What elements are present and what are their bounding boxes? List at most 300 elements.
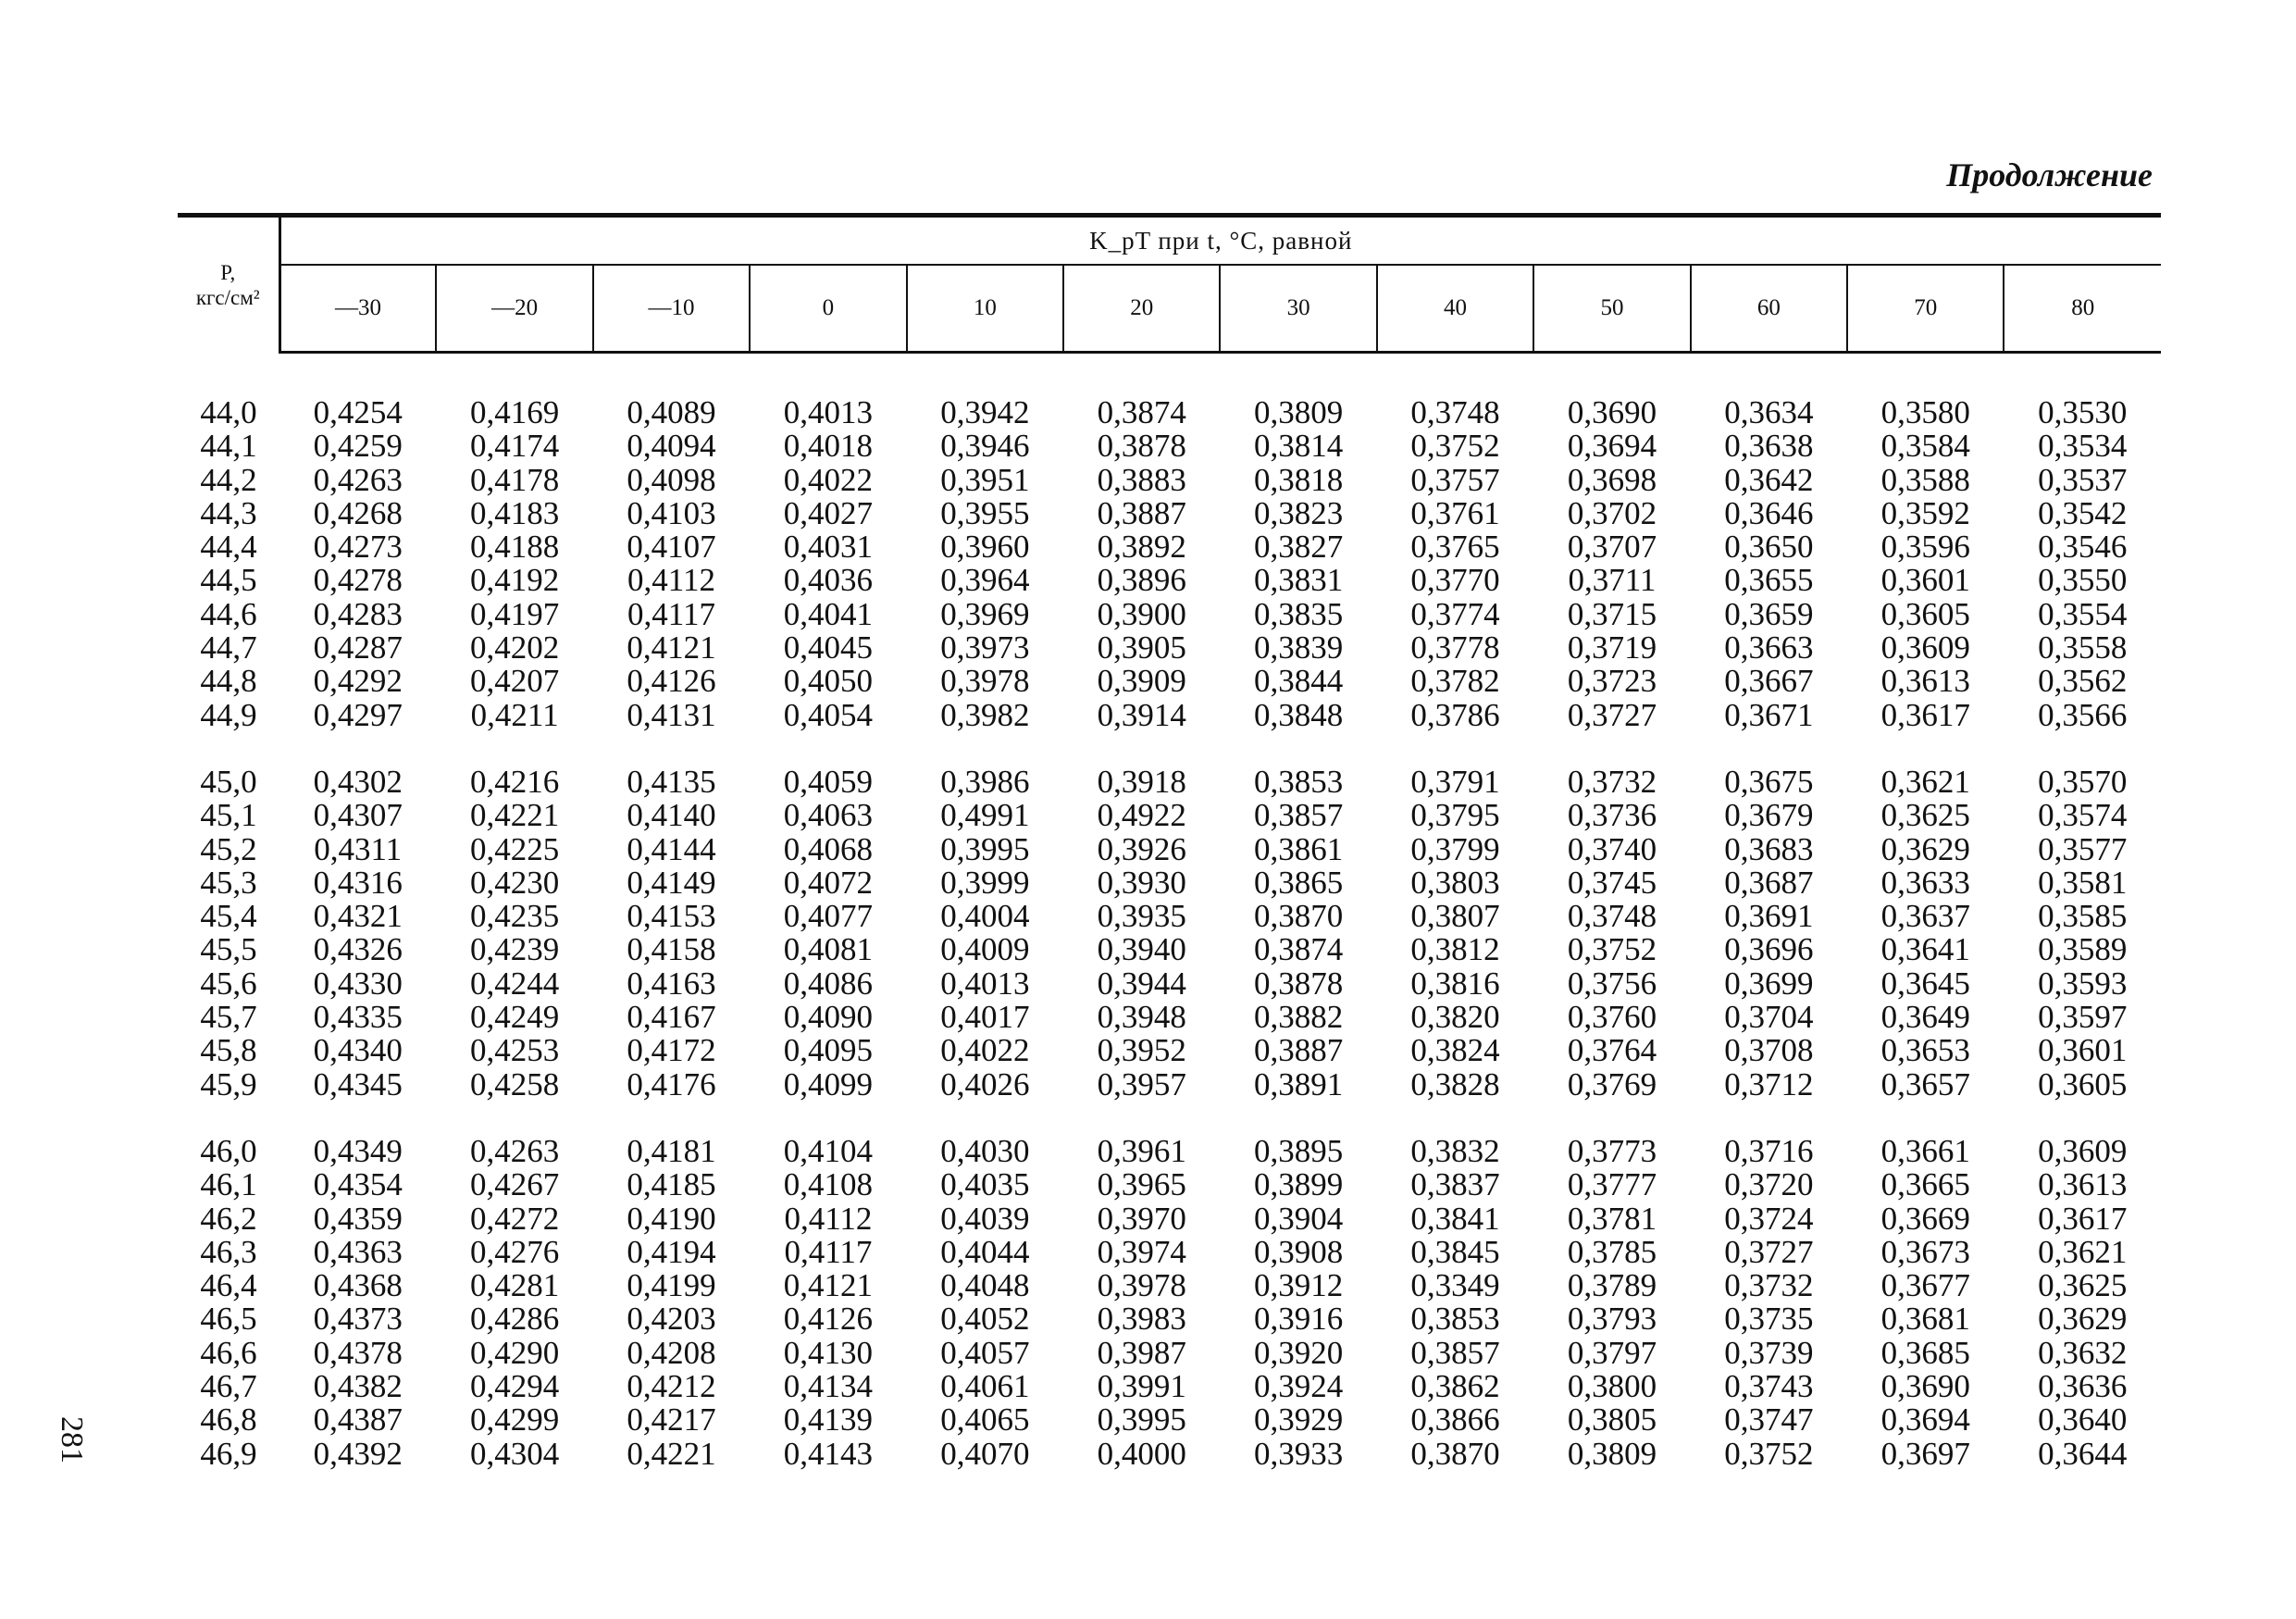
kpt-value-cell: 0,3769: [1567, 1065, 1657, 1102]
table-row: [178, 766, 2161, 799]
kpt-value-cell: 0,4922: [1097, 797, 1186, 834]
kpt-value-cell: 0,4144: [627, 830, 716, 867]
group-gap: [178, 732, 2161, 766]
kpt-value-cell: 0,4169: [469, 394, 560, 430]
kpt-value-cell: 0,3617: [2038, 1200, 2128, 1237]
kpt-value-cell: 0,4267: [469, 1166, 560, 1203]
pressure-cell: 45,1: [200, 797, 257, 834]
kpt-value-cell: 0,3724: [1724, 1200, 1814, 1237]
kpt-value-cell: 0,4107: [627, 529, 716, 566]
kpt-value-cell: 0,3596: [1880, 529, 1970, 566]
kpt-value-cell: 0,4321: [313, 898, 403, 935]
kpt-value-cell: 0,3601: [1880, 562, 1970, 599]
temp-header-cell: —20: [436, 265, 592, 353]
kpt-value-cell: 0,4063: [783, 797, 874, 834]
kpt-value-cell: 0,3920: [1254, 1334, 1344, 1371]
kpt-table: [178, 213, 2161, 1471]
kpt-value-cell: 0,4354: [313, 1166, 403, 1203]
table-row: [178, 564, 2161, 597]
kpt-value-cell: 0,3679: [1724, 797, 1814, 834]
table-row: [178, 1001, 2161, 1034]
kpt-value-cell: 0,3905: [1097, 629, 1186, 666]
table-row: [178, 1135, 2161, 1168]
kpt-value-cell: 0,4202: [469, 629, 560, 666]
kpt-value-cell: 0,3747: [1724, 1401, 1814, 1438]
kpt-value-cell: 0,4387: [313, 1401, 403, 1438]
kpt-value-cell: 0,3743: [1724, 1368, 1814, 1405]
kpt-value-cell: 0,3609: [2038, 1132, 2128, 1169]
table-row: [178, 396, 2161, 430]
kpt-value-cell: 0,4292: [313, 663, 403, 700]
kpt-value-cell: 0,3799: [1410, 830, 1500, 867]
pressure-cell: 44,3: [200, 494, 257, 531]
kpt-value-cell: 0,4373: [313, 1301, 403, 1338]
kpt-value-cell: 0,3916: [1254, 1301, 1344, 1338]
kpt-value-cell: 0,3530: [2038, 394, 2128, 430]
kpt-value-cell: 0,4098: [627, 461, 716, 498]
kpt-value-cell: 0,3748: [1567, 898, 1657, 935]
kpt-value-cell: 0,3581: [2038, 864, 2128, 901]
kpt-value-cell: 0,3882: [1254, 999, 1344, 1036]
table-row: [178, 699, 2161, 732]
temperature-header-row: [178, 265, 2161, 353]
kpt-value-cell: 0,4112: [627, 562, 715, 599]
pressure-cell: 46,4: [200, 1267, 257, 1304]
kpt-value-cell: 0,3918: [1097, 763, 1186, 800]
kpt-value-cell: 0,3930: [1097, 864, 1186, 901]
kpt-value-cell: 0,3770: [1410, 562, 1500, 599]
kpt-value-cell: 0,4197: [469, 595, 560, 632]
table-row: [178, 631, 2161, 665]
kpt-value-cell: 0,3832: [1410, 1132, 1500, 1169]
pressure-cell: 45,0: [200, 763, 257, 800]
pressure-cell: 46,1: [200, 1166, 257, 1203]
kpt-value-cell: 0,3605: [2038, 1065, 2128, 1102]
kpt-value-cell: 0,3809: [1567, 1435, 1657, 1472]
kpt-value-cell: 0,4335: [313, 999, 403, 1036]
pressure-cell: 44,5: [200, 562, 257, 599]
kpt-value-cell: 0,4018: [783, 428, 874, 465]
kpt-value-cell: 0,4239: [469, 931, 560, 968]
kpt-value-cell: 0,4207: [469, 663, 560, 700]
kpt-value-cell: 0,4131: [627, 696, 716, 733]
kpt-value-cell: 0,3895: [1254, 1132, 1344, 1169]
kpt-value-cell: 0,4041: [783, 595, 874, 632]
kpt-value-cell: 0,4307: [313, 797, 403, 834]
kpt-value-cell: 0,3554: [2038, 595, 2128, 632]
kpt-value-cell: 0,4283: [313, 595, 403, 632]
kpt-value-cell: 0,3644: [2038, 1435, 2128, 1472]
table-row: [178, 530, 2161, 564]
kpt-value-cell: 0,4022: [783, 461, 874, 498]
temp-header-cell: 10: [907, 265, 1063, 353]
kpt-value-cell: 0,3613: [2038, 1166, 2128, 1203]
kpt-value-cell: 0,4221: [469, 797, 560, 834]
kpt-value-cell: 0,3625: [1880, 797, 1970, 834]
kpt-value-cell: 0,3965: [1097, 1166, 1186, 1203]
kpt-value-cell: 0,3698: [1567, 461, 1657, 498]
kpt-value-cell: 0,4272: [469, 1200, 560, 1237]
pressure-cell: 44,7: [200, 629, 257, 666]
kpt-value-cell: 0,4004: [940, 898, 1030, 935]
kpt-value-cell: 0,4203: [627, 1301, 716, 1338]
pressure-cell: 45,6: [200, 965, 257, 1002]
kpt-value-cell: 0,3896: [1097, 562, 1186, 599]
pressure-cell: 46,9: [200, 1435, 257, 1472]
pressure-cell: 46,5: [200, 1301, 257, 1338]
kpt-value-cell: 0,3782: [1410, 663, 1500, 700]
kpt-value-cell: 0,3745: [1567, 864, 1657, 901]
kpt-value-cell: 0,4121: [627, 629, 716, 666]
kpt-value-cell: 0,3732: [1724, 1267, 1814, 1304]
kpt-value-cell: 0,3588: [1880, 461, 1970, 498]
kpt-value-cell: 0,3605: [1880, 595, 1970, 632]
kpt-value-cell: 0,3712: [1724, 1065, 1814, 1102]
kpt-value-cell: 0,4304: [469, 1435, 560, 1472]
kpt-value-cell: 0,3669: [1880, 1200, 1970, 1237]
kpt-value-cell: 0,4188: [469, 529, 560, 566]
kpt-value-cell: 0,3926: [1097, 830, 1186, 867]
pressure-unit: кгс/см²: [195, 285, 260, 309]
kpt-value-cell: 0,3857: [1254, 797, 1344, 834]
kpt-value-cell: 0,3837: [1410, 1166, 1500, 1203]
kpt-value-cell: 0,3781: [1567, 1200, 1657, 1237]
kpt-value-cell: 0,4268: [313, 494, 403, 531]
kpt-value-cell: 0,3566: [2038, 696, 2128, 733]
pressure-cell: 44,1: [200, 428, 257, 465]
kpt-value-cell: 0,3999: [940, 864, 1030, 901]
kpt-value-cell: 0,3970: [1097, 1200, 1186, 1237]
kpt-value-cell: 0,3649: [1880, 999, 1970, 1036]
table-row: [178, 464, 2161, 497]
kpt-value-cell: 0,4278: [313, 562, 403, 599]
kpt-value-cell: 0,3534: [2038, 428, 2128, 465]
kpt-value-cell: 0,3952: [1097, 1032, 1186, 1069]
kpt-value-cell: 0,3732: [1567, 763, 1657, 800]
kpt-value-cell: 0,3785: [1567, 1233, 1657, 1270]
kpt-value-cell: 0,4359: [313, 1200, 403, 1237]
kpt-value-cell: 0,3827: [1254, 529, 1344, 566]
kpt-value-cell: 0,3727: [1724, 1233, 1814, 1270]
temp-header-cell: —10: [593, 265, 750, 353]
table-row: [178, 1068, 2161, 1102]
kpt-value-cell: 0,3951: [940, 461, 1030, 498]
kpt-value-cell: 0,4017: [940, 999, 1030, 1036]
kpt-value-cell: 0,4194: [627, 1233, 716, 1270]
kpt-value-cell: 0,3797: [1567, 1334, 1657, 1371]
kpt-value-cell: 0,4183: [469, 494, 560, 531]
kpt-value-cell: 0,3940: [1097, 931, 1186, 968]
kpt-value-cell: 0,3699: [1724, 965, 1814, 1002]
kpt-value-cell: 0,3691: [1724, 898, 1814, 935]
kpt-value-cell: 0,3820: [1410, 999, 1500, 1036]
kpt-value-cell: 0,4126: [783, 1301, 874, 1338]
kpt-value-cell: 0,3542: [2038, 494, 2128, 531]
kpt-value-cell: 0,3935: [1097, 898, 1186, 935]
kpt-value-cell: 0,3671: [1724, 696, 1814, 733]
kpt-value-cell: 0,4368: [313, 1267, 403, 1304]
kpt-value-cell: 0,3597: [2038, 999, 2128, 1036]
kpt-value-cell: 0,4211: [470, 696, 559, 733]
kpt-value-cell: 0,4174: [469, 428, 560, 465]
pressure-cell: 44,8: [200, 663, 257, 700]
kpt-value-cell: 0,4022: [940, 1032, 1030, 1069]
kpt-value-cell: 0,4216: [469, 763, 560, 800]
table-row: [178, 933, 2161, 966]
kpt-value-cell: 0,4089: [627, 394, 716, 430]
kpt-value-cell: 0,3761: [1410, 494, 1500, 531]
kpt-value-cell: 0,3577: [2038, 830, 2128, 867]
kpt-value-cell: 0,3589: [2038, 931, 2128, 968]
kpt-value-cell: 0,3720: [1724, 1166, 1814, 1203]
kpt-value-cell: 0,3621: [2038, 1233, 2128, 1270]
kpt-value-cell: 0,4134: [783, 1368, 874, 1405]
pressure-cell: 46,8: [200, 1401, 257, 1438]
pressure-cell: 45,9: [200, 1065, 257, 1102]
kpt-value-cell: 0,4031: [783, 529, 874, 566]
kpt-value-cell: 0,3349: [1410, 1267, 1500, 1304]
kpt-value-cell: 0,3793: [1567, 1301, 1657, 1338]
kpt-value-cell: 0,3736: [1567, 797, 1657, 834]
pressure-cell: 45,3: [200, 864, 257, 901]
kpt-value-cell: 0,4104: [783, 1132, 874, 1169]
table-row: [178, 833, 2161, 866]
kpt-value-cell: 0,3942: [940, 394, 1030, 430]
table-row: [178, 866, 2161, 900]
kpt-value-cell: 0,4221: [627, 1435, 716, 1472]
kpt-value-cell: 0,4363: [313, 1233, 403, 1270]
kpt-value-cell: 0,3629: [2038, 1301, 2128, 1338]
pressure-cell: 45,4: [200, 898, 257, 935]
kpt-value-cell: 0,3694: [1567, 428, 1657, 465]
kpt-value-cell: 0,3866: [1410, 1401, 1500, 1438]
kpt-value-cell: 0,3584: [1880, 428, 1970, 465]
kpt-value-cell: 0,3752: [1410, 428, 1500, 465]
kpt-value-cell: 0,4326: [313, 931, 403, 968]
kpt-value-cell: 0,3844: [1254, 663, 1344, 700]
kpt-value-cell: 0,4140: [627, 797, 716, 834]
temp-header-cell: 80: [2004, 265, 2161, 353]
table-row: [178, 900, 2161, 933]
kpt-value-cell: 0,3861: [1254, 830, 1344, 867]
kpt-value-cell: 0,3978: [940, 663, 1030, 700]
kpt-value-cell: 0,3580: [1880, 394, 1970, 430]
kpt-value-cell: 0,3645: [1880, 965, 1970, 1002]
kpt-value-cell: 0,3629: [1880, 830, 1970, 867]
kpt-value-cell: 0,4121: [783, 1267, 874, 1304]
kpt-value-cell: 0,4167: [627, 999, 716, 1036]
kpt-value-cell: 0,3870: [1410, 1435, 1500, 1472]
kpt-value-cell: 0,3675: [1724, 763, 1814, 800]
kpt-value-cell: 0,4013: [783, 394, 874, 430]
kpt-value-cell: 0,3574: [2038, 797, 2128, 834]
kpt-value-cell: 0,4057: [940, 1334, 1030, 1371]
kpt-value-cell: 0,3756: [1567, 965, 1657, 1002]
kpt-value-cell: 0,4054: [783, 696, 874, 733]
kpt-value-cell: 0,4112: [784, 1200, 873, 1237]
temp-header-cell: 60: [1691, 265, 1847, 353]
kpt-value-cell: 0,3752: [1724, 1435, 1814, 1472]
kpt-value-cell: 0,3716: [1724, 1132, 1814, 1169]
pressure-cell: 45,8: [200, 1032, 257, 1069]
kpt-value-cell: 0,3760: [1567, 999, 1657, 1036]
kpt-value-cell: 0,4143: [783, 1435, 874, 1472]
kpt-value-cell: 0,4086: [783, 965, 874, 1002]
kpt-value-cell: 0,4036: [783, 562, 874, 599]
kpt-value-cell: 0,3765: [1410, 529, 1500, 566]
kpt-value-cell: 0,3638: [1724, 428, 1814, 465]
kpt-value-cell: 0,3948: [1097, 999, 1186, 1036]
kpt-value-cell: 0,3708: [1724, 1032, 1814, 1069]
kpt-value-cell: 0,4178: [469, 461, 560, 498]
kpt-value-cell: 0,4185: [627, 1166, 716, 1203]
table-row: [178, 598, 2161, 631]
kpt-value-cell: 0,4290: [469, 1334, 560, 1371]
kpt-value-cell: 0,3723: [1567, 663, 1657, 700]
kpt-value-cell: 0,4316: [313, 864, 403, 901]
kpt-value-cell: 0,4117: [784, 1233, 873, 1270]
kpt-value-cell: 0,3715: [1567, 595, 1657, 632]
kpt-value-cell: 0,4030: [940, 1132, 1030, 1169]
kpt-value-cell: 0,3601: [2038, 1032, 2128, 1069]
kpt-value-cell: 0,4330: [313, 965, 403, 1002]
kpt-value-cell: 0,4297: [313, 696, 403, 733]
kpt-value-cell: 0,3636: [2038, 1368, 2128, 1405]
kpt-value-cell: 0,3912: [1254, 1267, 1344, 1304]
kpt-value-cell: 0,3933: [1254, 1435, 1344, 1472]
table-row: [178, 1438, 2161, 1471]
temp-header-cell: 0: [750, 265, 906, 353]
table-row: [178, 1403, 2161, 1437]
kpt-value-cell: 0,4061: [940, 1368, 1030, 1405]
kpt-value-cell: 0,4299: [469, 1401, 560, 1438]
kpt-value-cell: 0,4035: [940, 1166, 1030, 1203]
kpt-value-cell: 0,4217: [627, 1401, 716, 1438]
kpt-value-cell: 0,3887: [1097, 494, 1186, 531]
kpt-value-cell: 0,3828: [1410, 1065, 1500, 1102]
gap-cell: [178, 732, 2161, 766]
kpt-value-cell: 0,4254: [313, 394, 403, 430]
table-row: [178, 1202, 2161, 1236]
kpt-value-cell: 0,4009: [940, 931, 1030, 968]
temp-header-cell: 70: [1847, 265, 2004, 353]
kpt-value-cell: 0,4382: [313, 1368, 403, 1405]
kpt-value-cell: 0,3900: [1097, 595, 1186, 632]
kpt-value-cell: 0,4235: [469, 898, 560, 935]
kpt-value-cell: 0,3818: [1254, 461, 1344, 498]
kpt-value-cell: 0,3657: [1880, 1065, 1970, 1102]
table-row: [178, 799, 2161, 832]
kpt-value-cell: 0,4068: [783, 830, 874, 867]
kpt-value-cell: 0,3592: [1880, 494, 1970, 531]
table-row: [178, 967, 2161, 1001]
kpt-value-cell: 0,3707: [1567, 529, 1657, 566]
kpt-value-cell: 0,3683: [1724, 830, 1814, 867]
kpt-value-cell: 0,3550: [2038, 562, 2128, 599]
kpt-value-cell: 0,3874: [1097, 394, 1186, 430]
kpt-value-cell: 0,4052: [940, 1301, 1030, 1338]
kpt-value-cell: 0,3991: [1097, 1368, 1186, 1405]
kpt-value-cell: 0,4172: [627, 1032, 716, 1069]
pressure-cell: 46,2: [200, 1200, 257, 1237]
kpt-value-cell: 0,3690: [1880, 1368, 1970, 1405]
kpt-value-cell: 0,3839: [1254, 629, 1344, 666]
kpt-value-cell: 0,3640: [2038, 1401, 2128, 1438]
kpt-value-cell: 0,3570: [2038, 763, 2128, 800]
kpt-value-cell: 0,3752: [1567, 931, 1657, 968]
pressure-cell: 46,3: [200, 1233, 257, 1270]
kpt-value-cell: 0,4199: [627, 1267, 716, 1304]
table-body: [178, 353, 2161, 1471]
kpt-value-cell: 0,3621: [1880, 763, 1970, 800]
kpt-value-cell: 0,3774: [1410, 595, 1500, 632]
spacer-cell: [178, 353, 2161, 397]
kpt-value-cell: 0,3786: [1410, 696, 1500, 733]
table-row: [178, 1034, 2161, 1067]
kpt-value-cell: 0,3957: [1097, 1065, 1186, 1102]
kpt-value-cell: 0,3593: [2038, 965, 2128, 1002]
kpt-value-cell: 0,4286: [469, 1301, 560, 1338]
kpt-value-cell: 0,3961: [1097, 1132, 1186, 1169]
kpt-value-cell: 0,3625: [2038, 1267, 2128, 1304]
kpt-value-cell: 0,4163: [627, 965, 716, 1002]
kpt-value-cell: 0,3789: [1567, 1267, 1657, 1304]
table-row: [178, 1302, 2161, 1336]
temp-header-cell: 50: [1533, 265, 1690, 353]
kpt-value-cell: 0,4249: [469, 999, 560, 1036]
kpt-value-cell: 0,4991: [940, 797, 1030, 834]
table-row: [178, 1337, 2161, 1370]
kpt-value-cell: 0,3987: [1097, 1334, 1186, 1371]
kpt-value-cell: 0,3814: [1254, 428, 1344, 465]
gap-cell: [178, 1102, 2161, 1135]
kpt-value-cell: 0,3870: [1254, 898, 1344, 935]
table-row: [178, 1168, 2161, 1202]
kpt-value-cell: 0,4273: [313, 529, 403, 566]
kpt-value-cell: 0,3878: [1097, 428, 1186, 465]
kpt-value-cell: 0,4281: [469, 1267, 560, 1304]
kpt-value-cell: 0,4094: [627, 428, 716, 465]
table-row: [178, 1370, 2161, 1403]
kpt-value-cell: 0,3663: [1724, 629, 1814, 666]
kpt-value-cell: 0,3874: [1254, 931, 1344, 968]
kpt-value-cell: 0,3853: [1254, 763, 1344, 800]
kpt-value-cell: 0,3613: [1880, 663, 1970, 700]
kpt-value-cell: 0,3546: [2038, 529, 2128, 566]
kpt-value-cell: 0,3617: [1880, 696, 1970, 733]
kpt-value-cell: 0,3944: [1097, 965, 1186, 1002]
kpt-value-cell: 0,4192: [469, 562, 560, 599]
kpt-value-cell: 0,3661: [1880, 1132, 1970, 1169]
kpt-value-cell: 0,3995: [940, 830, 1030, 867]
kpt-value-cell: 0,3537: [2038, 461, 2128, 498]
pressure-cell: 45,5: [200, 931, 257, 968]
kpt-value-cell: 0,4378: [313, 1334, 403, 1371]
kpt-value-cell: 0,3892: [1097, 529, 1186, 566]
kpt-value-cell: 0,3791: [1410, 763, 1500, 800]
kpt-value-cell: 0,4263: [469, 1132, 560, 1169]
pressure-cell: 44,4: [200, 529, 257, 566]
kpt-value-cell: 0,3637: [1880, 898, 1970, 935]
kpt-value-cell: 0,4190: [627, 1200, 716, 1237]
kpt-value-cell: 0,4340: [313, 1032, 403, 1069]
kpt-value-cell: 0,4013: [940, 965, 1030, 1002]
kpt-value-cell: 0,4026: [940, 1065, 1030, 1102]
pressure-cell: 44,0: [200, 394, 257, 430]
kpt-value-cell: 0,4117: [627, 595, 715, 632]
group-gap: [178, 1102, 2161, 1135]
kpt-value-cell: 0,4072: [783, 864, 874, 901]
